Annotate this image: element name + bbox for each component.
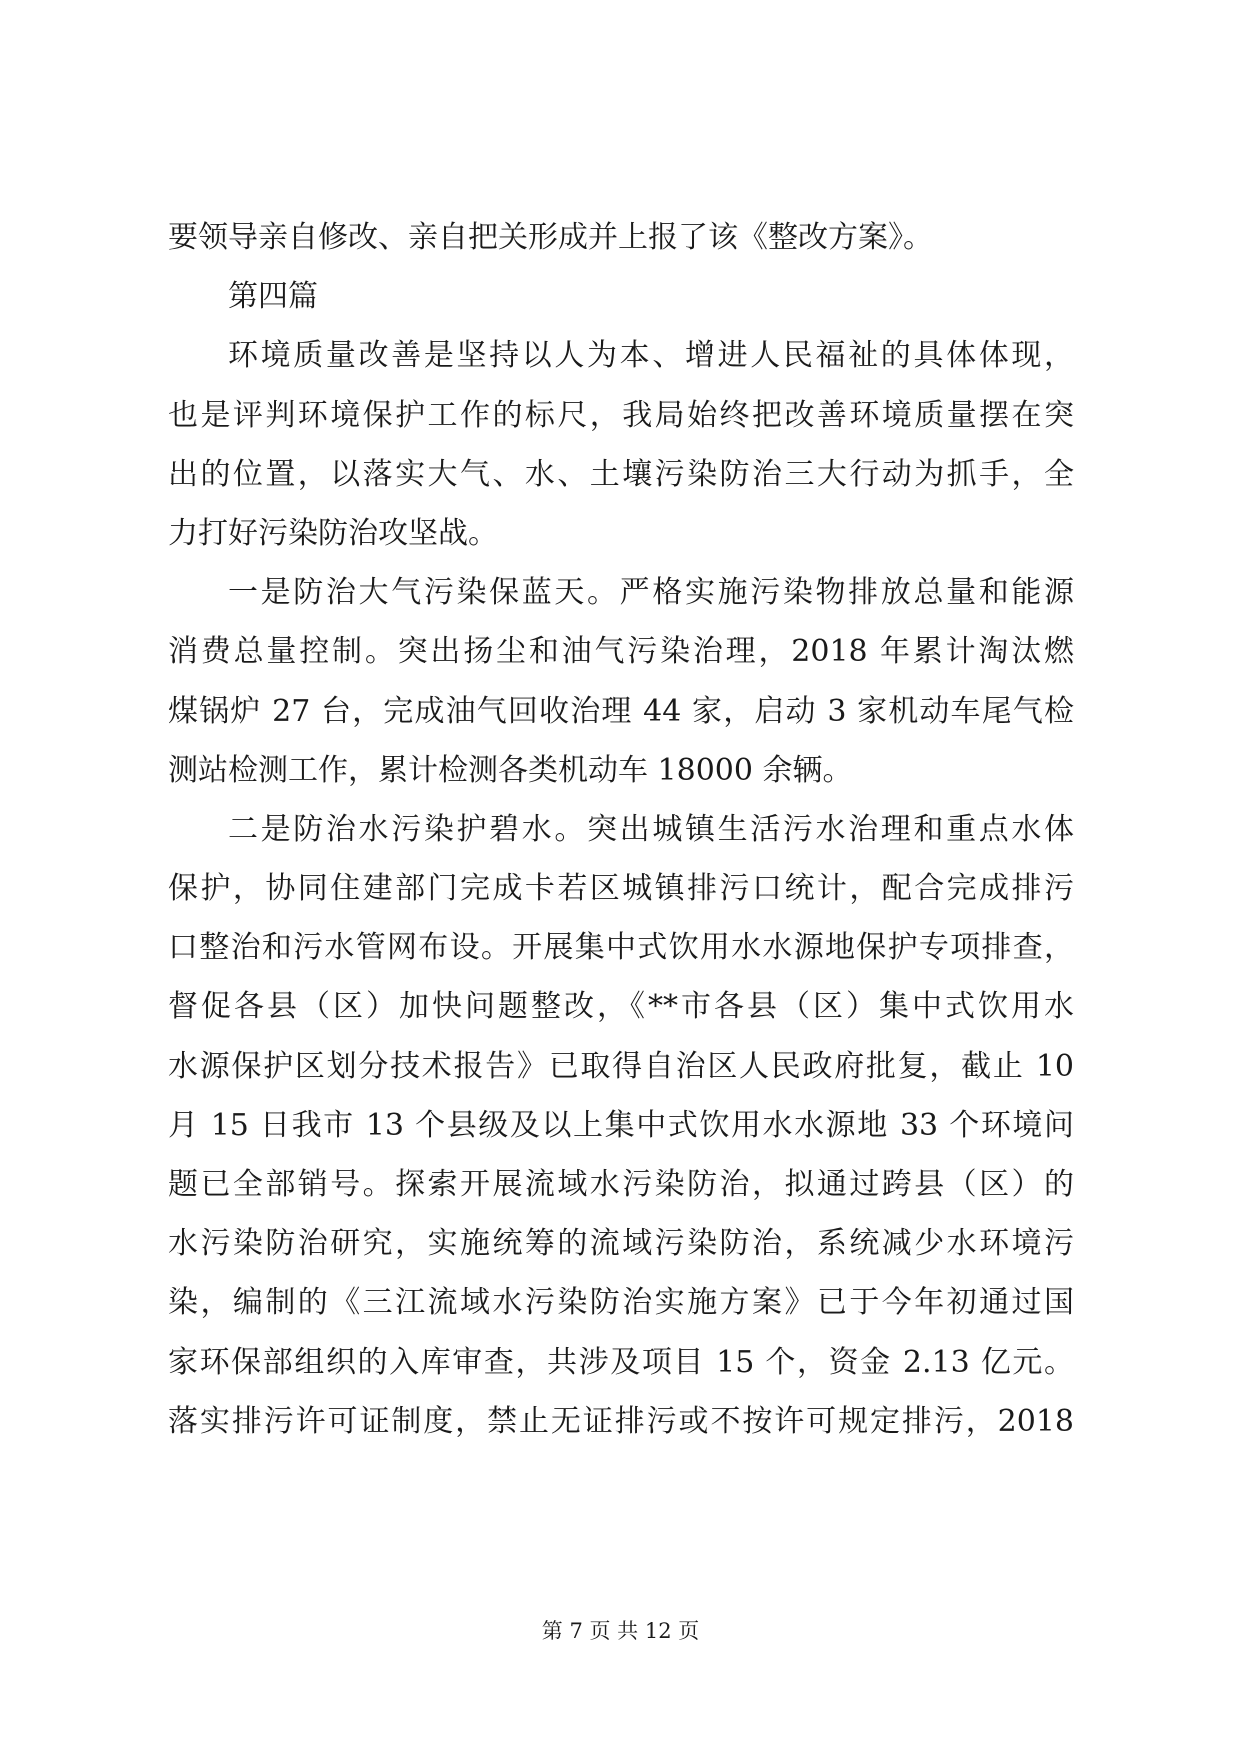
text-line: 测站检测工作，累计检测各类机动车 18000 余辆。 <box>168 752 853 788</box>
text-line: 落实排污许可证制度，禁止无证排污或不按许可规定排污，2018 <box>168 1403 1074 1439</box>
text-line: 口整治和污水管网布设。开展集中式饮用水水源地保护专项排查， <box>168 930 1074 966</box>
text-line: 家环保部组织的入库审查，共涉及项目 15 个，资金 2.13 亿元。 <box>168 1344 1074 1380</box>
text-line: 力打好污染防治攻坚战。 <box>168 515 498 551</box>
text-line: 煤锅炉 27 台，完成油气回收治理 44 家，启动 3 家机动车尾气检 <box>168 693 1074 729</box>
text-line: 染，编制的《三江流域水污染防治实施方案》已于今年初通过国 <box>168 1285 1074 1321</box>
text-line: 要领导亲自修改、亲自把关形成并上报了该《整改方案》。 <box>168 220 933 255</box>
text-line: 题已全部销号。探索开展流域水污染防治，拟通过跨县（区）的 <box>168 1167 1074 1202</box>
page-number-footer: 第 7 页 共 12 页 <box>541 1619 700 1643</box>
section-heading: 第四篇 <box>228 279 318 315</box>
text-line: 消费总量控制。突出扬尘和油气污染治理，2018 年累计淘汰燃 <box>168 634 1074 670</box>
text-line: 督促各县（区）加快问题整改，《**市各县（区）集中式饮用水 <box>168 989 1074 1025</box>
text-line: 水源保护区划分技术报告》已取得自治区人民政府批复，截止 10 <box>168 1048 1074 1084</box>
text-line: 保护，协同住建部门完成卡若区城镇排污口统计，配合完成排污 <box>168 871 1074 907</box>
text-line: 二是防治水污染护碧水。突出城镇生活污水治理和重点水体 <box>228 811 1074 847</box>
document-body <box>168 208 1074 1451</box>
text-line: 月 15 日我市 13 个县级及以上集中式饮用水水源地 33 个环境问 <box>168 1107 1074 1143</box>
text-line: 一是防治大气污染保蓝天。严格实施污染物排放总量和能源 <box>228 575 1074 611</box>
text-line: 出的位置，以落实大气、水、土壤污染防治三大行动为抓手，全 <box>168 456 1074 492</box>
text-line: 水污染防治研究，实施统筹的流域污染防治，系统减少水环境污 <box>168 1226 1074 1262</box>
text-line: 也是评判环境保护工作的标尺，我局始终把改善环境质量摆在突 <box>168 397 1074 433</box>
text-line: 环境质量改善是坚持以人为本、增进人民福祉的具体体现， <box>228 338 1074 374</box>
